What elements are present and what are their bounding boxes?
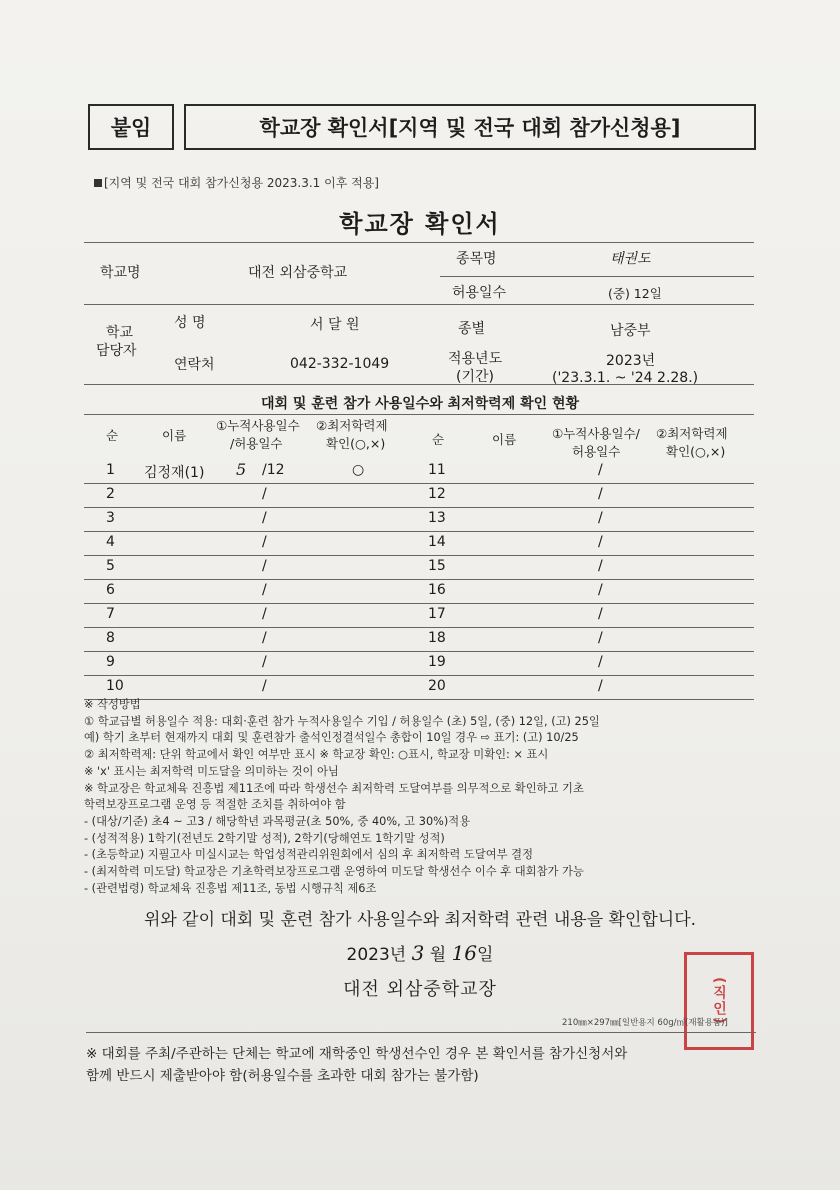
row-number-left: 3 [106, 510, 115, 526]
table-row-rule [84, 627, 754, 628]
rule [440, 276, 754, 277]
row-days-right: / [598, 558, 603, 574]
instruction-line: ② 최저학력제: 단위 학교에서 확인 여부만 표시 ※ 학교장 확인: ○표시, 학교장 미확인: × 표시 [84, 748, 549, 762]
instruction-line: ① 학교급별 허용일수 적용: 대회·훈련 참가 누적사용일수 기입 / 허용일수 (초) 5일, (중) 12일, (고) 25일 [84, 714, 600, 728]
confirmation-statement: 위와 같이 대회 및 훈련 참가 사용일수와 최저학력 관련 내용을 확인합니다. [143, 910, 697, 930]
name-value: 서 달 원 [310, 317, 360, 333]
row-number-right: 11 [428, 462, 446, 478]
table-caption: 대회 및 훈련 참가 사용일수와 최저학력제 확인 현황 [260, 396, 580, 412]
row-number-right: 12 [428, 486, 446, 502]
col-name-left: 이름 [162, 428, 187, 443]
gender-label: 종별 [458, 321, 486, 337]
row-number-right: 14 [428, 534, 446, 550]
row-days-right: / [598, 606, 603, 622]
row-days-right: / [598, 510, 603, 526]
row-days-right: / [598, 462, 603, 478]
row-number-right: 18 [428, 630, 446, 646]
document-title: 학교장 확인서 [339, 210, 501, 238]
row-allowed-days-left: /12 [262, 462, 285, 478]
bottom-notice: ※ 대회를 주최/주관하는 단체는 학교에 재학중인 학생선수인 경우 본 확인서를 참가신청서와 함께 반드시 제출받아야 함(허용일수를 초과한 대회 참가는 불가함) [86, 1046, 628, 1084]
writing-instructions [84, 697, 600, 897]
row-allowed-days-left: / [262, 630, 267, 646]
table-row-rule [84, 507, 754, 508]
instruction-line: 학력보장프로그램 운영 등 적절한 조치를 취하여야 함 [84, 798, 346, 812]
header-title: 학교장 확인서[지역 및 전국 대회 참가신청용] [184, 104, 756, 150]
row-check-left: ○ [352, 462, 365, 478]
school-value: 대전 외삼중학교 [248, 265, 348, 281]
col-no-left: 순 [106, 428, 119, 443]
col-days-left-2: /허용일수 [230, 436, 283, 451]
col-name-right: 이름 [492, 432, 517, 447]
row-number-left: 1 [106, 462, 115, 478]
year-label-1: 적용년도 [448, 351, 503, 367]
row-allowed-days-left: / [262, 606, 267, 622]
contact-label: 연락처 [174, 357, 215, 373]
col-check-left-2: 확인(○,×) [326, 436, 386, 451]
row-used-days-left: 5 [236, 460, 247, 479]
gender-value: 남중부 [610, 323, 651, 339]
period-value: ('23.3.1. ~ '24 2.28.) [552, 370, 699, 386]
instruction-line: - (초등학교) 지필고사 미실시교는 학업성적관리위원회에서 심의 후 최저학력 도달여부 결정 [84, 848, 533, 862]
row-number-left: 6 [106, 582, 115, 598]
rule [86, 1032, 756, 1033]
row-number-left: 10 [106, 678, 124, 694]
col-days-left-1: ①누적사용일수 [216, 418, 300, 433]
table-row-rule [84, 651, 754, 652]
col-check-right-2: 확인(○,×) [666, 444, 726, 459]
rule [84, 242, 754, 243]
attachment-tag: 붙임 [88, 104, 174, 150]
square-bullet-icon [94, 179, 102, 187]
instruction-line: ※ 'x' 표시는 최저학력 미도달을 의미하는 것이 아님 [84, 764, 339, 778]
instruction-line: - (성적적용) 1학기(전년도 2학기말 성적), 2학기(당해연도 1학기말 성적) [84, 831, 445, 845]
school-label: 학교명 [100, 265, 141, 281]
row-allowed-days-left: / [262, 510, 267, 526]
applicability-note: [지역 및 전국 대회 참가신청용 2023.3.1 이후 적용] [94, 174, 379, 191]
instruction-line: ※ 학교장은 학교체육 진흥법 제11조에 따라 학생선수 최저학력 도달여부를 의무적으로 확인하고 기초 [84, 781, 584, 795]
col-check-right-1: ②최저학력제 [656, 426, 728, 441]
sport-value: 태권도 [610, 251, 651, 267]
instruction-line: - (대상/기준) 초4 ~ 고3 / 해당학년 과목평균(초 50%, 중 40%, 고 30%)적용 [84, 814, 471, 828]
allowed-days-value: (중) 12일 [608, 286, 662, 301]
row-number-left: 9 [106, 654, 115, 670]
row-days-right: / [598, 654, 603, 670]
official-seal: (직인) [684, 952, 754, 1050]
instruction-line: 예) 학기 초부터 현재까지 대회 및 훈련참가 출석인정결석일수 총합이 10일 경우 ⇨ 표기: (고) 10/25 [84, 731, 579, 745]
year-label-2: (기간) [456, 369, 494, 385]
row-number-right: 17 [428, 606, 446, 622]
row-number-right: 15 [428, 558, 446, 574]
signature-date: 2023년 3 월 16일 [346, 941, 494, 965]
row-allowed-days-left: / [262, 678, 267, 694]
rule [84, 414, 754, 415]
name-label: 성 명 [174, 315, 206, 331]
manager-label-1: 학교 [106, 325, 134, 341]
row-number-right: 19 [428, 654, 446, 670]
row-number-left: 5 [106, 558, 115, 574]
allowed-days-label: 허용일수 [452, 285, 507, 301]
col-days-right-1: ①누적사용일수/ [552, 426, 640, 441]
contact-value: 042-332-1049 [290, 356, 390, 372]
instruction-line: - (관련법령) 학교체육 진흥법 제11조, 동법 시행규칙 제6조 [84, 881, 377, 895]
paper-size-note: 210㎜×297㎜[일반용지 60g/㎡(재활용품)] [562, 1018, 728, 1028]
col-days-right-2: 허용일수 [572, 444, 621, 459]
row-number-left: 8 [106, 630, 115, 646]
row-allowed-days-left: / [262, 486, 267, 502]
row-allowed-days-left: / [262, 582, 267, 598]
table-row-rule [84, 483, 754, 484]
table-row-rule [84, 603, 754, 604]
row-number-left: 4 [106, 534, 115, 550]
principal-title: 대전 외삼중학교장 [343, 979, 497, 1000]
row-allowed-days-left: / [262, 654, 267, 670]
col-no-right: 순 [432, 432, 445, 447]
table-row-rule [84, 675, 754, 676]
manager-label-2: 담당자 [96, 343, 137, 359]
row-number-right: 20 [428, 678, 446, 694]
table-row-rule [84, 555, 754, 556]
table-row-rule [84, 531, 754, 532]
row-days-right: / [598, 630, 603, 646]
row-days-right: / [598, 582, 603, 598]
row-allowed-days-left: / [262, 534, 267, 550]
row-allowed-days-left: / [262, 558, 267, 574]
instruction-line: ※ 작성방법 [84, 698, 141, 711]
table-row-rule [84, 579, 754, 580]
row-number-right: 16 [428, 582, 446, 598]
row-days-right: / [598, 678, 603, 694]
year-value: 2023년 [606, 353, 656, 369]
row-days-right: / [598, 534, 603, 550]
row-number-left: 2 [106, 486, 115, 502]
row-days-right: / [598, 486, 603, 502]
instruction-line: - (최저학력 미도달) 학교장은 기초학력보장프로그램 운영하여 미도달 학생선수 이수 후 대회참가 가능 [84, 865, 584, 879]
col-check-left-1: ②최저학력제 [316, 418, 388, 433]
row-number-right: 13 [428, 510, 446, 526]
row-name-left: 김정재(1) [144, 465, 205, 481]
sport-label: 종목명 [456, 251, 497, 267]
rule [84, 304, 754, 305]
row-number-left: 7 [106, 606, 115, 622]
